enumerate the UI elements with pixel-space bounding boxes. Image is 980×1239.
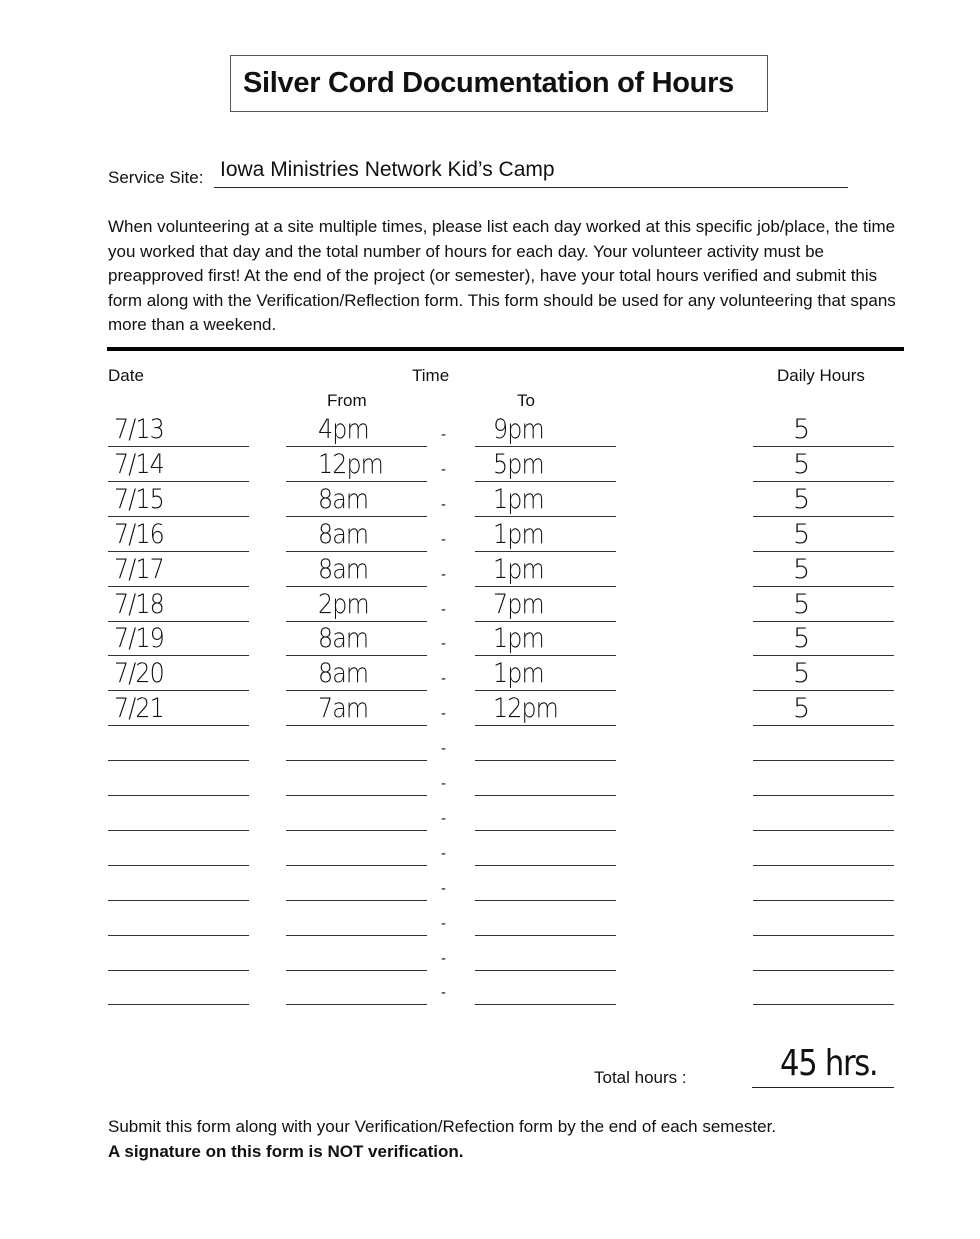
from-time-cell-value: 8am: [318, 658, 369, 689]
instructions-paragraph: When volunteering at a site multiple times, please list each day worked at this specific job/place, the time you worked that day and the total number of hours for each day. Your volunteer activity must be preapproved first! At the end of the project (or semester), have your total hours verified and submit this form along with the Verification/Reflection form. This form should be used for any volunteering that spans more than a weekend.: [108, 217, 896, 335]
date-cell[interactable]: [108, 761, 249, 796]
time-separator: -: [441, 810, 446, 827]
date-cell[interactable]: [108, 552, 249, 587]
date-cell-value: 7/19: [114, 623, 164, 654]
to-time-cell-value: 12pm: [493, 693, 558, 724]
from-time-cell[interactable]: [286, 970, 427, 1005]
from-time-cell-value: 8am: [318, 519, 369, 550]
to-time-cell[interactable]: [475, 587, 616, 622]
daily-hours-cell[interactable]: [753, 482, 894, 517]
to-time-cell[interactable]: [475, 726, 616, 761]
daily-hours-cell[interactable]: [753, 621, 894, 656]
to-time-cell[interactable]: [475, 482, 616, 517]
to-time-cell[interactable]: [475, 447, 616, 482]
date-cell[interactable]: [108, 621, 249, 656]
daily-hours-header: Daily Hours: [777, 366, 865, 385]
time-separator: -: [441, 740, 446, 757]
to-time-cell[interactable]: [475, 691, 616, 726]
from-time-cell[interactable]: [286, 482, 427, 517]
from-time-cell[interactable]: [286, 691, 427, 726]
from-time-cell[interactable]: [286, 936, 427, 971]
daily-hours-cell[interactable]: [753, 447, 894, 482]
time-separator: -: [441, 635, 446, 652]
table-row: [0, 447, 980, 482]
from-time-cell-value: 8am: [318, 484, 369, 515]
from-time-cell[interactable]: [286, 866, 427, 901]
time-header: Time: [412, 366, 450, 385]
date-cell[interactable]: [108, 587, 249, 622]
table-row: [0, 587, 980, 622]
from-time-cell[interactable]: [286, 831, 427, 866]
time-separator: -: [441, 915, 446, 932]
daily-hours-cell-value: 5: [793, 693, 810, 724]
to-time-cell[interactable]: [475, 831, 616, 866]
daily-hours-cell-value: 5: [793, 449, 810, 480]
to-time-cell[interactable]: [475, 552, 616, 587]
to-time-cell[interactable]: [475, 936, 616, 971]
daily-hours-cell[interactable]: [753, 796, 894, 831]
footer-instruction: Submit this form along with your Verification/Refection form by the end of each semester.: [108, 1117, 777, 1136]
date-cell[interactable]: [108, 656, 249, 691]
from-time-cell[interactable]: [286, 621, 427, 656]
to-time-cell-value: 1pm: [493, 554, 544, 585]
daily-hours-cell[interactable]: [753, 970, 894, 1005]
daily-hours-cell-value: 5: [793, 414, 810, 445]
date-cell-value: 7/17: [114, 554, 164, 585]
from-time-cell[interactable]: [286, 412, 427, 447]
date-cell-value: 7/20: [114, 658, 164, 689]
daily-hours-cell-value: 5: [793, 519, 810, 550]
time-separator: -: [441, 461, 446, 478]
from-time-cell[interactable]: [286, 726, 427, 761]
to-time-cell[interactable]: [475, 517, 616, 552]
daily-hours-cell[interactable]: [753, 901, 894, 936]
date-cell[interactable]: [108, 796, 249, 831]
to-time-cell-value: 7pm: [493, 589, 544, 620]
daily-hours-cell-value: 5: [793, 623, 810, 654]
to-time-cell-value: 5pm: [493, 449, 544, 480]
daily-hours-cell[interactable]: [753, 761, 894, 796]
date-cell[interactable]: [108, 831, 249, 866]
table-row: [0, 482, 980, 517]
date-cell-value: 7/18: [114, 589, 164, 620]
from-time-cell-value: 2pm: [318, 589, 369, 620]
form-title: Silver Cord Documentation of Hours: [243, 67, 734, 99]
to-time-cell[interactable]: [475, 970, 616, 1005]
table-row: [0, 970, 980, 1005]
time-separator: -: [441, 775, 446, 792]
date-header: Date: [108, 366, 144, 385]
time-separator: -: [441, 496, 446, 513]
date-cell[interactable]: [108, 517, 249, 552]
from-time-cell[interactable]: [286, 517, 427, 552]
daily-hours-cell-value: 5: [793, 484, 810, 515]
from-time-cell-value: 12pm: [318, 449, 383, 480]
time-separator: -: [441, 880, 446, 897]
daily-hours-cell[interactable]: [753, 691, 894, 726]
to-header: To: [517, 391, 535, 410]
section-divider: [107, 347, 904, 351]
date-cell-value: 7/15: [114, 484, 164, 515]
to-time-cell-value: 1pm: [493, 519, 544, 550]
table-row: [0, 831, 980, 866]
table-row: [0, 726, 980, 761]
time-separator: -: [441, 426, 446, 443]
time-separator: -: [441, 531, 446, 548]
daily-hours-cell[interactable]: [753, 656, 894, 691]
title-box: [230, 55, 768, 112]
table-row: [0, 761, 980, 796]
footer-warning: A signature on this form is NOT verification.: [108, 1142, 464, 1161]
from-time-cell[interactable]: [286, 587, 427, 622]
table-row: [0, 621, 980, 656]
daily-hours-cell[interactable]: [753, 552, 894, 587]
from-time-cell[interactable]: [286, 552, 427, 587]
daily-hours-cell-value: 5: [793, 658, 810, 689]
service-site-underline: [214, 187, 848, 188]
time-separator: -: [441, 705, 446, 722]
to-time-cell-value: 1pm: [493, 484, 544, 515]
from-time-cell[interactable]: [286, 447, 427, 482]
table-row: [0, 866, 980, 901]
from-time-cell[interactable]: [286, 796, 427, 831]
date-cell-value: 7/21: [114, 693, 164, 724]
to-time-cell[interactable]: [475, 796, 616, 831]
date-cell[interactable]: [108, 447, 249, 482]
table-row: [0, 517, 980, 552]
from-time-cell-value: 8am: [318, 554, 369, 585]
service-site-value[interactable]: Iowa Ministries Network Kid’s Camp: [220, 158, 555, 181]
date-cell[interactable]: [108, 482, 249, 517]
date-cell-value: 7/14: [114, 449, 164, 480]
to-time-cell-value: 9pm: [493, 414, 544, 445]
total-hours-value[interactable]: 45 hrs.: [780, 1043, 878, 1084]
to-time-cell[interactable]: [475, 761, 616, 796]
time-separator: -: [441, 670, 446, 687]
date-cell[interactable]: [108, 691, 249, 726]
from-time-cell-value: 4pm: [318, 414, 369, 445]
date-cell[interactable]: [108, 412, 249, 447]
daily-hours-cell-value: 5: [793, 554, 810, 585]
time-separator: -: [441, 566, 446, 583]
date-cell[interactable]: [108, 970, 249, 1005]
to-time-cell[interactable]: [475, 901, 616, 936]
date-cell-value: 7/16: [114, 519, 164, 550]
daily-hours-cell[interactable]: [753, 517, 894, 552]
table-row: [0, 936, 980, 971]
to-time-cell[interactable]: [475, 412, 616, 447]
service-site-label: Service Site:: [108, 168, 204, 187]
to-time-cell[interactable]: [475, 656, 616, 691]
daily-hours-cell[interactable]: [753, 831, 894, 866]
from-time-cell[interactable]: [286, 901, 427, 936]
from-time-cell[interactable]: [286, 656, 427, 691]
time-separator: -: [441, 601, 446, 618]
time-separator: -: [441, 950, 446, 967]
date-cell[interactable]: [108, 726, 249, 761]
daily-hours-cell[interactable]: [753, 866, 894, 901]
from-header: From: [327, 391, 367, 410]
to-time-cell[interactable]: [475, 621, 616, 656]
daily-hours-cell[interactable]: [753, 587, 894, 622]
daily-hours-cell-value: 5: [793, 589, 810, 620]
daily-hours-cell[interactable]: [753, 936, 894, 971]
time-separator: -: [441, 984, 446, 1001]
daily-hours-cell[interactable]: [753, 412, 894, 447]
from-time-cell-value: 7am: [318, 693, 369, 724]
table-row: [0, 796, 980, 831]
total-hours-underline: [752, 1087, 894, 1088]
from-time-cell-value: 8am: [318, 623, 369, 654]
table-row: [0, 656, 980, 691]
table-row: [0, 552, 980, 587]
date-cell[interactable]: [108, 901, 249, 936]
total-hours-label: Total hours :: [594, 1068, 687, 1087]
date-cell[interactable]: [108, 936, 249, 971]
from-time-cell[interactable]: [286, 761, 427, 796]
table-row: [0, 412, 980, 447]
table-row: [0, 691, 980, 726]
to-time-cell-value: 1pm: [493, 623, 544, 654]
time-separator: -: [441, 845, 446, 862]
to-time-cell-value: 1pm: [493, 658, 544, 689]
date-cell-value: 7/13: [114, 414, 164, 445]
to-time-cell[interactable]: [475, 866, 616, 901]
table-row: [0, 901, 980, 936]
daily-hours-cell[interactable]: [753, 726, 894, 761]
date-cell[interactable]: [108, 866, 249, 901]
